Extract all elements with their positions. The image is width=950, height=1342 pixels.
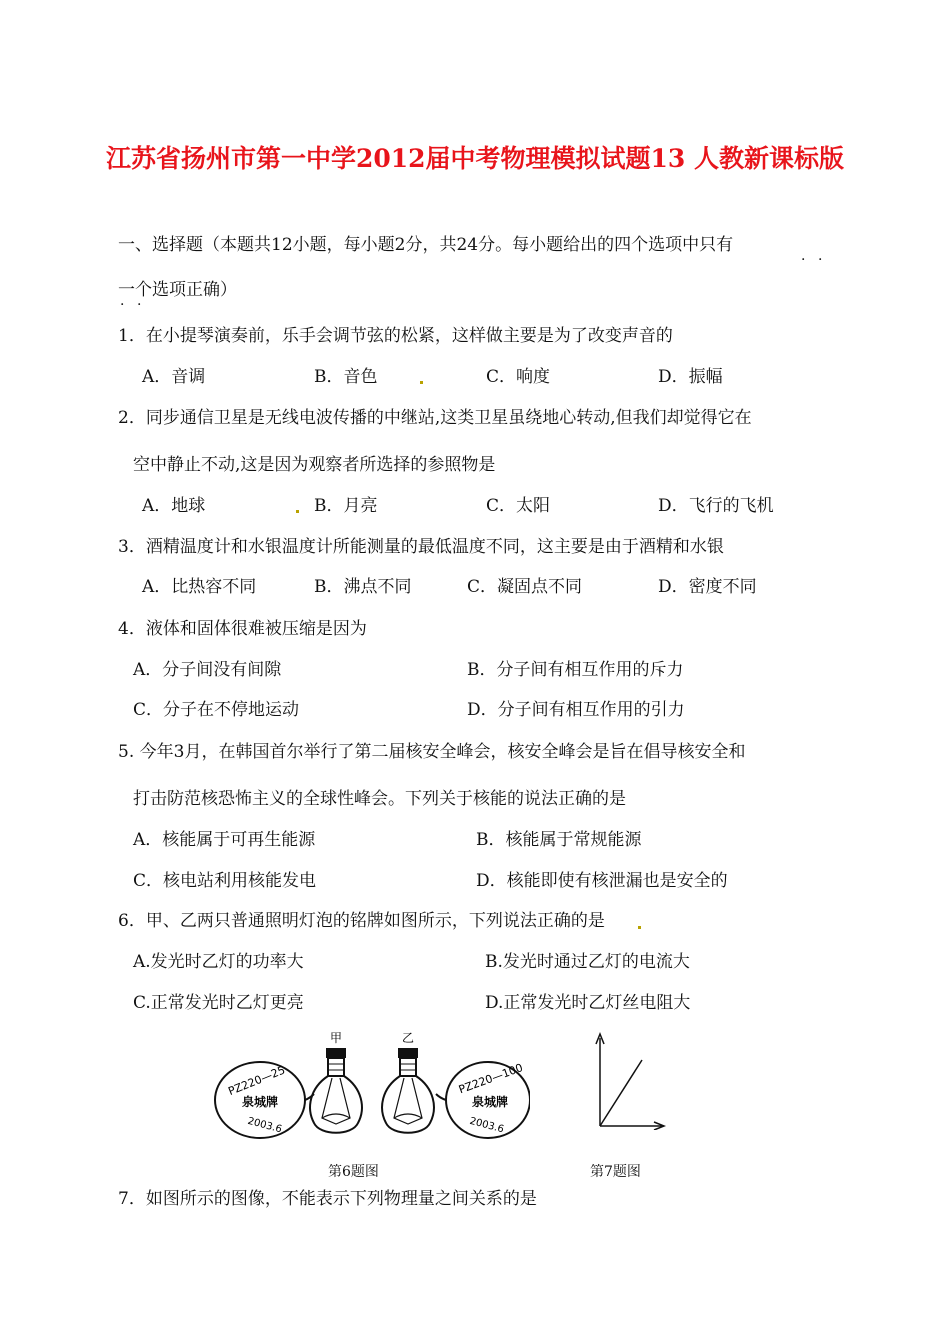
question-4-option-b: B．分子间有相互作用的斥力 — [467, 660, 684, 680]
emphasis-dot: · — [120, 297, 125, 313]
question-3-option-d: D．密度不同 — [658, 577, 757, 597]
figure-7-graph — [590, 1030, 670, 1130]
bulb-left-date: 2003.6 — [246, 1115, 283, 1136]
question-3-option-c: C．凝固点不同 — [467, 577, 583, 597]
question-5-stem-line-1: 5. 今年3月，在韩国首尔举行了第二届核安全峰会，核安全峰会是旨在倡导核安全和 — [118, 742, 746, 762]
stray-dot — [296, 510, 299, 513]
question-1-option-b: B．音色 — [314, 367, 378, 387]
question-2-stem-line-2: 空中静止不动,这是因为观察者所选择的参照物是 — [133, 455, 496, 475]
question-6-option-a: A.发光时乙灯的功率大 — [133, 952, 304, 972]
stray-dot — [420, 381, 423, 384]
question-6-stem: 6．甲、乙两只普通照明灯泡的铭牌如图所示，下列说法正确的是 — [118, 911, 605, 931]
question-2-option-c: C．太阳 — [486, 496, 551, 516]
bulb-right-date: 2003.6 — [468, 1115, 505, 1136]
question-2-option-d: D．飞行的飞机 — [658, 496, 774, 516]
question-7-stem: 7．如图所示的图像，不能表示下列物理量之间关系的是 — [118, 1189, 537, 1209]
question-5-stem-line-2: 打击防范核恐怖主义的全球性峰会。下列关于核能的说法正确的是 — [133, 789, 626, 809]
emphasis-dot: · — [801, 252, 806, 268]
figure-6-bulbs — [210, 1028, 530, 1148]
figure-7-caption: 第7题图 — [590, 1164, 641, 1180]
stray-dot — [638, 926, 641, 929]
bulb-right-rating: PZ220—100 — [457, 1061, 525, 1097]
question-5-option-a: A．核能属于可再生能源 — [133, 830, 316, 850]
emphasis-dot: · — [137, 297, 142, 313]
section-header-line-2: 一个选项正确） — [118, 280, 237, 300]
question-1-option-d: D．振幅 — [658, 367, 723, 387]
emphasis-dot: · — [818, 252, 823, 268]
question-3-stem: 3．酒精温度计和水银温度计所能测量的最低温度不同，这主要是由于酒精和水银 — [118, 537, 724, 557]
question-4-stem: 4．液体和固体很难被压缩是因为 — [118, 619, 367, 639]
question-2-option-b: B．月亮 — [314, 496, 378, 516]
figure-6-caption: 第6题图 — [328, 1164, 379, 1180]
question-4-option-c: C．分子在不停地运动 — [133, 700, 300, 720]
question-5-option-d: D．核能即使有核泄漏也是安全的 — [476, 871, 728, 891]
question-6-option-d: D.正常发光时乙灯丝电阻大 — [485, 993, 691, 1013]
bulb-left-rating: PZ220—25 — [226, 1063, 288, 1099]
question-2-option-a: A．地球 — [142, 496, 206, 516]
question-3-option-b: B．沸点不同 — [314, 577, 412, 597]
bulb-left-brand: 泉城牌 — [241, 1095, 279, 1109]
question-6-option-b: B.发光时通过乙灯的电流大 — [485, 952, 690, 972]
section-header-line-1: 一、选择题（本题共12小题，每小题2分，共24分。每小题给出的四个选项中只有 — [118, 235, 734, 255]
page-title: 江苏省扬州市第一中学2012届中考物理模拟试题13 人教新课标版 — [105, 144, 845, 173]
question-1-stem: 1．在小提琴演奏前，乐手会调节弦的松紧，这样做主要是为了改变声音的 — [118, 326, 673, 346]
question-5-option-c: C．核电站利用核能发电 — [133, 871, 317, 891]
question-1-option-c: C．响度 — [486, 367, 551, 387]
question-4-option-a: A．分子间没有间隙 — [133, 660, 282, 680]
question-6-option-c: C.正常发光时乙灯更亮 — [133, 993, 304, 1013]
question-2-stem-line-1: 2．同步通信卫星是无线电波传播的中继站,这类卫星虽绕地心转动,但我们却觉得它在 — [118, 408, 752, 428]
question-5-option-b: B．核能属于常规能源 — [476, 830, 642, 850]
bulb-right-label: 乙 — [401, 1031, 415, 1045]
question-3-option-a: A．比热容不同 — [142, 577, 257, 597]
question-1-option-a: A．音调 — [142, 367, 206, 387]
bulb-left-label: 甲 — [329, 1031, 343, 1045]
bulb-right-brand: 泉城牌 — [471, 1095, 509, 1109]
question-4-option-d: D．分子间有相互作用的引力 — [467, 700, 685, 720]
